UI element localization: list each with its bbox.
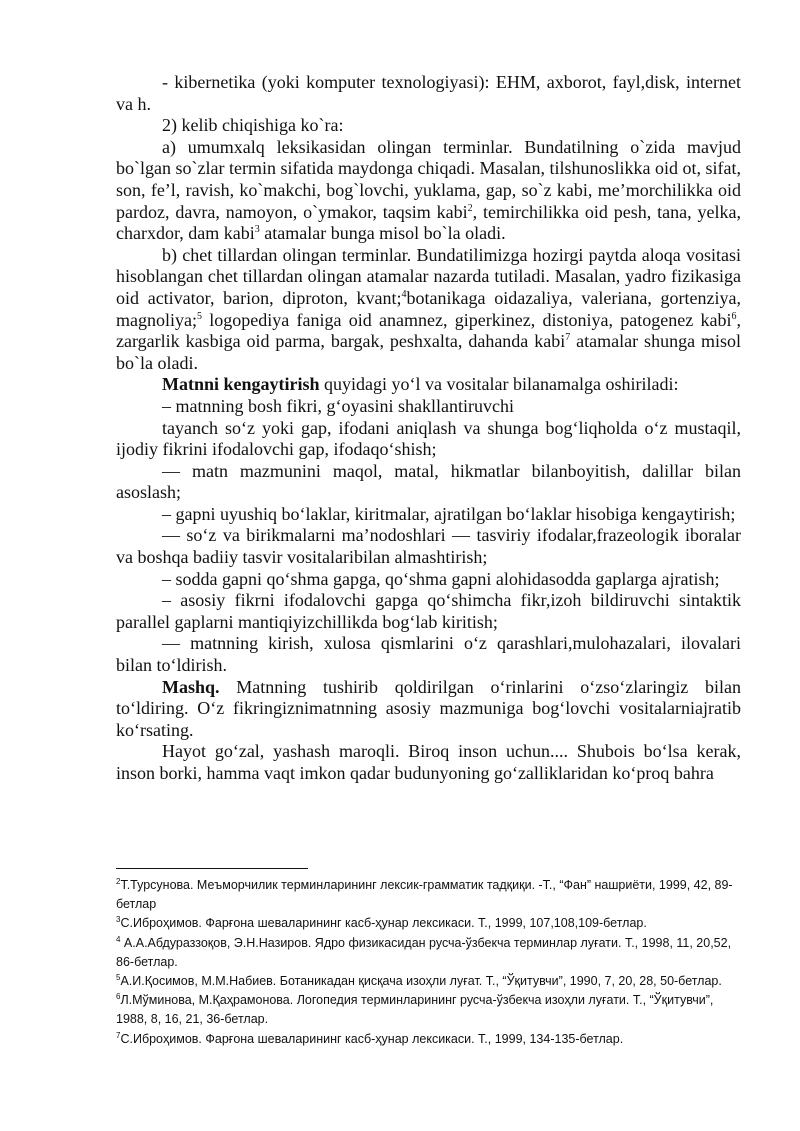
text-run: Matnning tushirib qoldirilgan o‘rinlarini o‘zso‘zlaringiz bilan to‘ldiring. O‘z fikringiznimatnning asosiy mazmuniga bog‘lovchi vositalarniajratib ko‘rsating. bbox=[116, 676, 741, 740]
list-item: — matnning kirish, xulosa qismlarini o‘z qarashlari,mulohazalari, ilovalari bilan to‘ldirish. bbox=[116, 633, 741, 676]
footnote-mark: 2 bbox=[116, 876, 121, 886]
text-run: atamalar bunga misol bo`la oladi. bbox=[259, 223, 506, 244]
bold-heading: Matnni kengaytirish bbox=[162, 374, 320, 395]
footnote-ref: 3 bbox=[254, 224, 260, 236]
footnote-text: С.Иброҳимов. Фарғона шеваларининг касб-ҳунар лексикаси. Т., 1999, 134-135-бетлар. bbox=[120, 1031, 624, 1046]
footnote bbox=[116, 972, 741, 991]
footnote-text: С.Иброҳимов. Фарғона шеваларининг касб-ҳунар лексикаси. Т., 1999, 107,108,109-бетлар. bbox=[120, 916, 647, 931]
list-item: — so‘z va birikmalarni ma’nodoshlari — tasviriy ifodalar,frazeologik iboralar va boshqa badiiy tasvir vositalaribilan almashtirish; bbox=[116, 525, 741, 568]
footnote bbox=[116, 876, 741, 914]
footnote-text: Л.Мўминова, М.Қаҳрамонова. Логопедия терминларининг русча-ўзбекча изоҳли луғати. Т., “Ўқитувчи”, 1988, 8, 16, 21, 36-бетлар. bbox=[116, 993, 714, 1027]
text-run: b) chet tillardan olingan terminlar. Bundatilimizga hozirgi paytda aloqa vositasi hisoblangan chet tillardan olingan atamalar nazarda tutiladi. Masalan, yadro fizikasiga oid activator, barion, diproton, kvant; bbox=[116, 244, 741, 308]
text-run: quyidagi yo‘l va vositalar bilanamalga oshiriladi: bbox=[319, 374, 679, 395]
list-item: tayanch so‘z yoki gap, ifodani aniqlash va shunga bog‘liqholda o‘z mustaqil, ijodiy fikrini ifodalovchi gap, ifodaqo‘shish; bbox=[116, 417, 741, 460]
footnote-ref: 7 bbox=[565, 332, 571, 344]
text-run: a) umumxalq leksikasidan olingan terminlar. Bundatilning o`zida mavjud bo`lgan so`zlar termin sifatida maydonga chiqadi. Masalan, tilshunoslikka oid ot, sifat, son, fe’l, ravish, ko`makchi, bog`lovchi, yuklama, gap, so`z kabi, me’morchilikka oid pardoz, davra, namoyon, o`ymakor, taqsim kabi bbox=[116, 136, 741, 222]
footnote bbox=[116, 914, 741, 933]
footnote-text: Т.Турсунова. Меъморчилик терминларининг лексик-грамматик тадқиқи. -Т., “Фан” нашриёти, 1999, 42, 89-бетлар bbox=[116, 878, 733, 912]
footnote-mark: 5 bbox=[116, 972, 121, 982]
footnote-mark: 4 bbox=[116, 934, 121, 944]
footnote bbox=[116, 1030, 741, 1049]
text-run: botanikaga oidazaliya, valeriana, gortenziya, magnoliya; bbox=[116, 287, 741, 330]
footnote-text: А.И.Қосимов, М.М.Набиев. Ботаникадан қисқача изоҳли луғат. Т., “Ўқитувчи”, 1990, 7, 20, 28, 50-бетлар. bbox=[120, 974, 722, 989]
footnotes bbox=[116, 876, 741, 1049]
paragraph-exercise bbox=[116, 677, 741, 742]
footnote-ref: 6 bbox=[731, 310, 737, 322]
footnote-ref: 2 bbox=[467, 202, 473, 214]
footnote-text: А.А.Абдураззоқов, Э.Н.Назиров. Ядро физикасидан русча-ўзбекча терминлар луғати. Т., 1998, 11, 20,52, 86-бетлар. bbox=[116, 935, 732, 969]
main-text bbox=[116, 72, 741, 785]
paragraph-a bbox=[116, 137, 741, 245]
text-run: , temirchilikka oid pesh, tana, yelka, charxdor, dam kabi bbox=[116, 201, 742, 244]
paragraph-kibernetika: - kibernetika (yoki komputer texnologiyasi): EHM, axborot, fayl,disk, internet va h. bbox=[116, 72, 741, 114]
footnote-mark: 3 bbox=[116, 915, 121, 925]
paragraph-b bbox=[116, 245, 741, 375]
list-item: – matnning bosh fikri, g‘oyasini shakllantiruvchi bbox=[162, 395, 514, 416]
footnote-mark: 6 bbox=[116, 992, 121, 1002]
footnote-ref: 5 bbox=[196, 310, 202, 322]
paragraph-last: Hayot go‘zal, yashash maroqli. Biroq inson uchun.... Shubois bo‘lsa kerak, inson borki, hamma vaqt imkon qadar budunyoning go‘zalliklaridan ko‘proq bahra bbox=[116, 741, 741, 783]
list-item: — matn mazmunini maqol, matal, hikmatlar bilanboyitish, dalillar bilan asoslash; bbox=[116, 460, 741, 503]
footnote-separator bbox=[116, 868, 308, 869]
footnote-ref: 4 bbox=[401, 288, 407, 300]
footnote bbox=[116, 934, 741, 972]
paragraph-expand bbox=[116, 374, 741, 396]
text-run: logopediya faniga oid anamnez, giperkinez, distoniya, patogenez kabi bbox=[201, 309, 732, 330]
bold-heading: Mashq. bbox=[162, 676, 220, 697]
list-item: – sodda gapni qo‘shma gapga, qo‘shma gapni alohidasodda gaplarga ajratish; bbox=[162, 568, 720, 589]
text-run: atamalar shunga misol bo`la oladi. bbox=[116, 331, 741, 373]
list-item: – gapni uyushiq bo‘laklar, kiritmalar, ajratilgan bo‘laklar hisobiga kengaytirish; bbox=[162, 503, 736, 524]
paragraph-origin-heading: 2) kelib chiqishiga ko`ra: bbox=[162, 115, 344, 136]
footnote-mark: 7 bbox=[116, 1030, 121, 1040]
text-run: , zargarlik kasbiga oid parma, bargak, peshxalta, dahanda kabi bbox=[116, 309, 741, 352]
list-item: – asosiy fikrni ifodalovchi gapga qo‘shimcha fikr,izoh bildiruvchi sintaktik parallel gaplarni mantiqiyizchillikda bog‘lab kiritish; bbox=[116, 590, 741, 632]
footnote bbox=[116, 991, 741, 1029]
